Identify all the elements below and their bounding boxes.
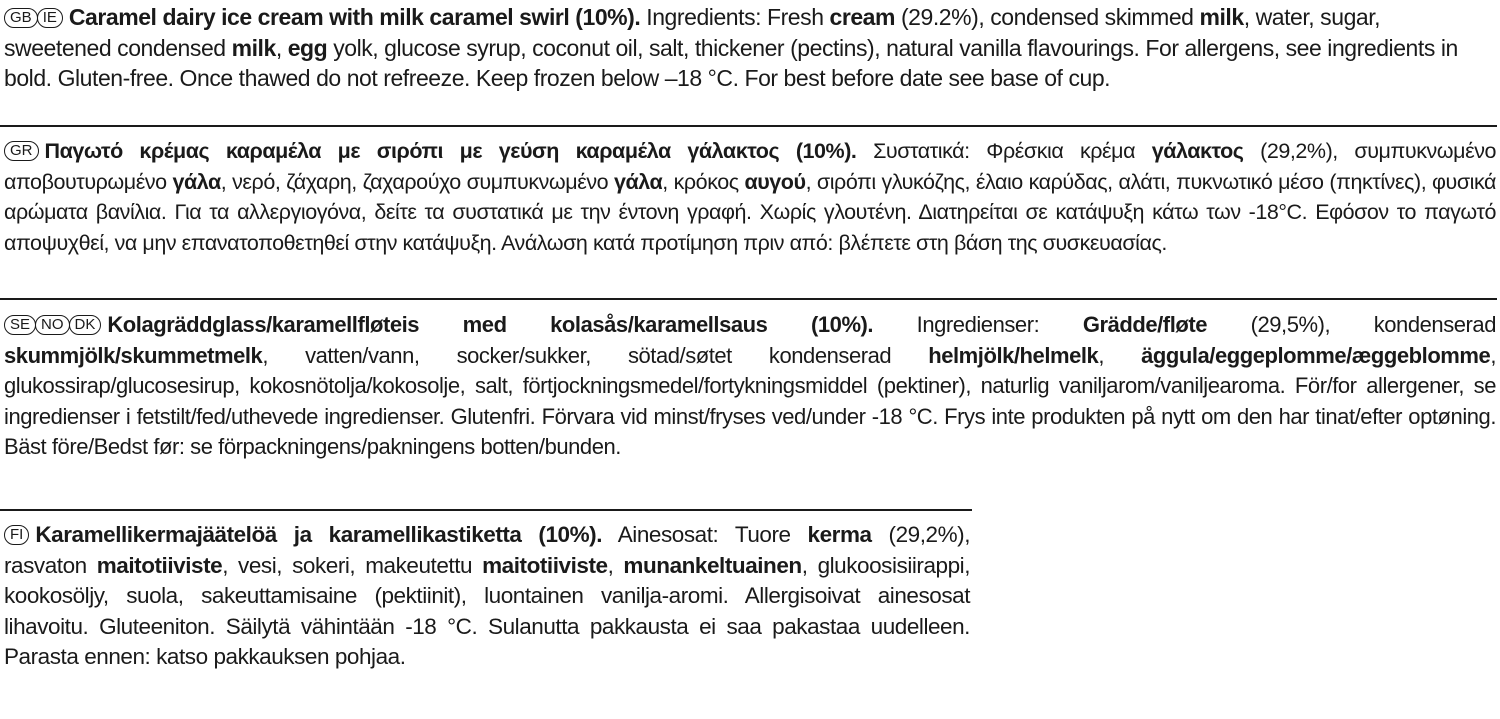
- section-divider: [0, 125, 1497, 127]
- country-badge-se: SE: [4, 315, 36, 335]
- ingredients-text: (29.2%), condensed skimmed: [895, 4, 1200, 30]
- ingredients-text: yolk, glucose syrup, coconut oil, salt, thickener (pectins), natural vanilla flavourings. For allergens, see ingredients in bold. Gluten-free. Once thawed do not refreeze. Keep frozen below –18 °C. For best before date see base of cup.: [4, 34, 1458, 91]
- country-badge-fi: FI: [4, 525, 29, 545]
- allergen: γάλα: [172, 169, 221, 194]
- country-badges: [4, 312, 101, 337]
- ingredients-text: Ingredients: Fresh: [640, 4, 830, 30]
- product-title: Karamellikermajäätelöä ja karamellikastiketta (10%).: [35, 522, 603, 547]
- allergen: kerma: [807, 522, 872, 547]
- allergen: helmjölk/helmelk: [928, 342, 1099, 368]
- product-title: Caramel dairy ice cream with milk caramel swirl (10%).: [68, 4, 641, 30]
- ingredients-text: Συστατικά: Φρέσκια κρέμα: [856, 139, 1152, 163]
- section-gr: [4, 136, 1496, 258]
- ingredients-text: Ainesosat: Tuore: [602, 522, 808, 547]
- ingredients-text: , vatten/vann, socker/sukker, sötad/søtet kondenserad: [262, 342, 929, 368]
- allergen: γάλακτος: [1151, 139, 1244, 163]
- ingredients-text: ,: [607, 552, 624, 578]
- allergen: munankeltuainen: [623, 552, 802, 578]
- allergen: milk: [1199, 4, 1244, 30]
- country-badge-no: NO: [35, 315, 70, 335]
- ingredients-text: , glukoosisiirappi, kookosöljy, suola, sakeuttamisaine (pektiinit), luontainen vanilja-aromi. Allergisoivat ainesosat lihavoitu. Gluteeniton. Säilytä vähintään -18 °C. Sulanutta pakkausta ei saa pakastaa uudelleen. Parasta ennen: katso pakkauksen pohjaa.: [4, 552, 970, 669]
- allergen: skummjölk/skummetmelk: [4, 342, 263, 368]
- allergen: Grädde/fløte: [1082, 312, 1208, 337]
- allergen: maitotiiviste: [482, 552, 608, 578]
- allergen: cream: [829, 4, 896, 30]
- country-badges: [4, 139, 39, 163]
- ingredients-text: (29,5%), kondenserad: [1207, 312, 1496, 337]
- section-divider: [0, 509, 972, 511]
- product-title: Kolagräddglass/karamellfløteis med kolasås/karamellsaus (10%).: [107, 312, 874, 337]
- section-divider: [0, 298, 1497, 300]
- ingredients-text: , water, sugar, sweetened condensed: [4, 4, 1381, 61]
- country-badges: [4, 4, 63, 30]
- allergen: αυγού: [744, 169, 806, 194]
- ingredients-text: (29,2%), rasvaton: [4, 522, 970, 578]
- ingredients-text: , νερό, ζάχαρη, ζαχαρούχο συμπυκνωμένο: [220, 169, 614, 194]
- ingredients-text: ,: [1098, 342, 1142, 368]
- section-gb-ie: [4, 2, 1492, 94]
- allergen: egg: [287, 34, 328, 61]
- country-badges: [4, 522, 29, 547]
- ingredients-text: ,: [275, 34, 288, 61]
- ingredients-text: (29,2%), συμπυκνωμένο αποβουτυρωμένο: [4, 139, 1497, 194]
- country-badge-gb: GB: [4, 8, 38, 28]
- ingredients-text: , vesi, sokeri, makeutettu: [222, 552, 483, 578]
- allergen: maitotiiviste: [96, 552, 223, 578]
- country-badge-ie: IE: [37, 8, 63, 28]
- ingredients-text: , glukossirap/glucosesirup, kokosnötolja/kokosolje, salt, förtjockningsmedel/fortykningsmiddel (pektiner), naturlig vaniljarom/vaniljearoma. För/for allergener, se ingredienser i fetstilt/fed/uthevede ingredienser. Glutenfri. Förvara vid minst/fryses ved/under -18 °C. Frys inte produkten på nytt om den har tinat/efter optøning. Bäst före/Bedst før: se förpackningens/pakningens botten/bunden.: [4, 342, 1496, 459]
- allergen: äggula/eggeplomme/æggeblomme: [1141, 342, 1491, 368]
- country-badge-dk: DK: [69, 315, 102, 335]
- country-badge-gr: GR: [4, 141, 39, 161]
- product-title: Παγωτό κρέμας καραμέλα με σιρόπι με γεύση καραμέλα γάλακτος (10%).: [44, 139, 857, 163]
- ingredients-text: , σιρόπι γλυκόζης, έλαιο καρύδας, αλάτι, πυκνωτικό μέσο (πηκτίνες), φυσικά αρώματα βανίλια. Για τα αλλεργιογόνα, δείτε τα συστατικά με την έντονη γραφή. Χωρίς γλουτένη. Διατηρείται σε κατάψυξη κάτω των -18°C. Εφόσον το παγωτό αποψυχθεί, να μην επανατοποθετηθεί στην κατάψυξη. Ανάλωση κατά προτίμηση πριν από: βλέπετε στη βάση της συσκευασίας.: [4, 169, 1497, 255]
- allergen: milk: [231, 34, 276, 61]
- ingredients-text: Ingredienser:: [873, 312, 1083, 337]
- section-fi: [4, 520, 970, 673]
- allergen: γάλα: [613, 169, 663, 194]
- ingredients-text: , κρόκος: [662, 169, 745, 194]
- section-se-no-dk: [4, 310, 1496, 463]
